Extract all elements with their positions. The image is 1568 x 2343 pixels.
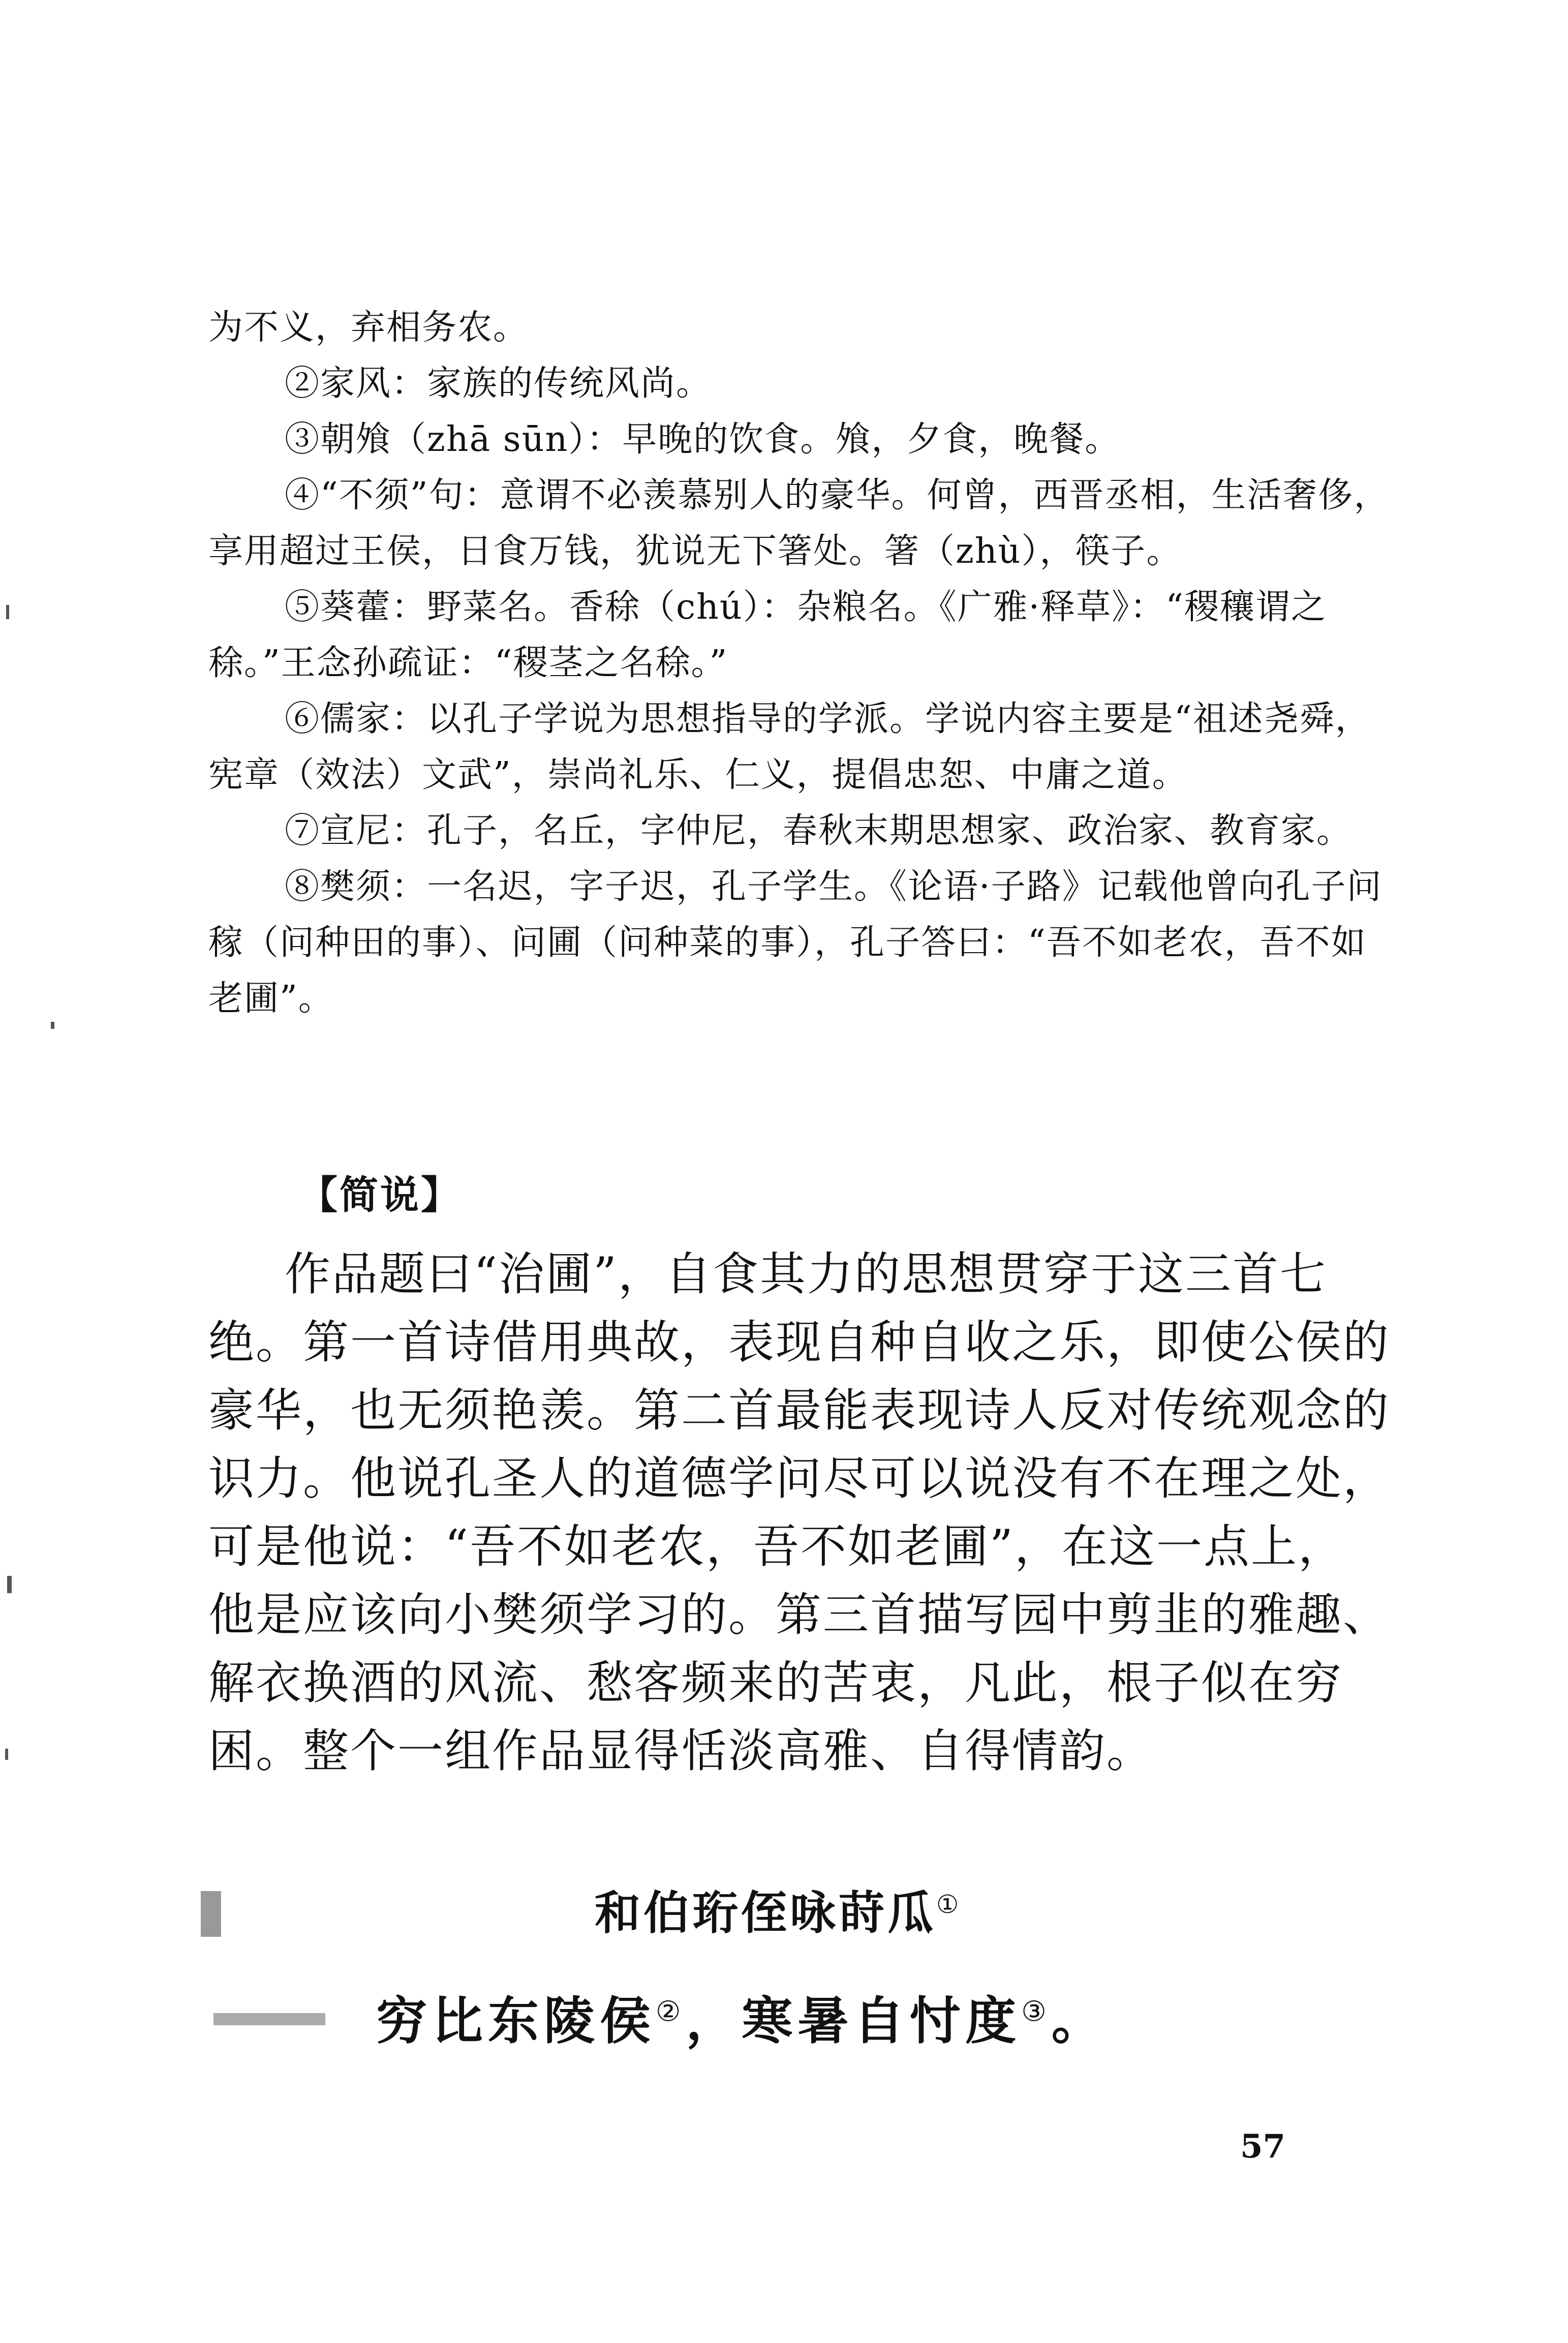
scan-mark: [5, 1749, 8, 1760]
commentary-section: [208, 1240, 1393, 1785]
poem-title-text: 和伯珩侄咏莳瓜: [595, 1886, 936, 1940]
poem-line-part1: 穷比东陵侯: [376, 1991, 656, 2051]
footnotes-section: [208, 300, 1393, 1027]
poem-line-note-marker-1: ②: [656, 1995, 686, 2028]
note-6: ⑥儒家：以孔子学说为思想指导的学派。学说内容主要是“祖述尧舜，宪章（效法）文武”，崇尚礼乐、仁义，提倡忠恕、中庸之道。: [208, 699, 1371, 795]
page-number: 57: [1240, 2127, 1286, 2166]
note-4: ④“不须”句：意谓不必羡慕别人的豪华。何曾，西晋丞相，生活奢侈，享用超过王侯，日食万钱，犹说无下箸处。箸（zhù），筷子。: [208, 475, 1390, 571]
note-8: ⑧樊须：一名迟，字子迟，孔子学生。《论语·子路》记载他曾向孔子问稼（问种田的事）、问圃（问种菜的事），孔子答曰：“吾不如老农，吾不如老圃”。: [208, 867, 1382, 1019]
scan-mark: [7, 1576, 12, 1593]
scan-mark: [6, 605, 9, 619]
poem-line-end: 。: [1051, 1991, 1108, 2051]
section-heading: 【简说】: [299, 1172, 462, 1218]
poem-title-note-marker: ①: [936, 1890, 962, 1919]
poem-line-note-marker-2: ③: [1021, 1995, 1052, 2028]
scan-mark: [201, 1891, 221, 1937]
note-5: ⑤葵藿：野菜名。香稌（chú）：杂粮名。《广雅·释草》：“稷穰谓之稌。”王念孙疏证：“稷茎之名稌。”: [208, 587, 1327, 683]
poem-line: [376, 1980, 1108, 2053]
note-continuation: 为不义，弃相务农。: [208, 308, 529, 348]
scan-mark: [213, 2013, 325, 2025]
note-2: ②家风：家族的传统风尚。: [285, 363, 712, 404]
note-7: ⑦宣尼：孔子，名丘，字仲尼，春秋末期思想家、政治家、教育家。: [285, 811, 1352, 851]
poem-line-part2: ，寒暑自忖度: [686, 1991, 1022, 2051]
note-3: ③朝飧（zhā sūn）：早晚的饮食。飧，夕食，晚餐。: [285, 419, 1121, 460]
scan-mark: [51, 1022, 54, 1029]
poem-title: [595, 1876, 962, 1942]
commentary-paragraph: 作品题曰“治圃”，自食其力的思想贯穿于这三首七绝。第一首诗借用典故，表现自种自收之乐，即使公侯的豪华，也无须艳羡。第二首最能表现诗人反对传统观念的识力。他说孔圣人的道德学问尽可以说没有不在理之处，可是他说：“吾不如老农，吾不如老圃”，在这一点上，他是应该向小樊须学习的。第三首描写园中剪韭的雅趣、解衣换酒的风流、愁客频来的苦衷，凡此，根子似在穷困。整个一组作品显得恬淡高雅、自得情韵。: [208, 1247, 1390, 1778]
